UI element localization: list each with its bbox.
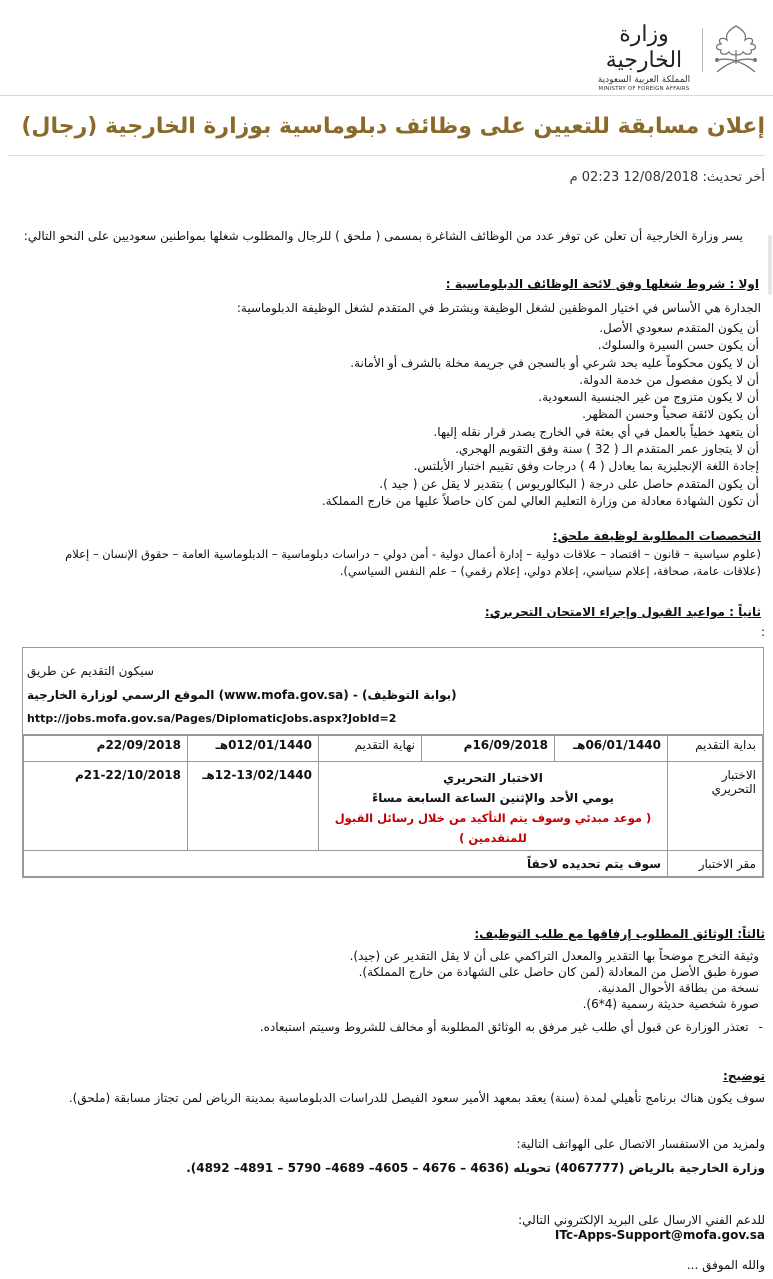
list-item: أن لا يكون محكوماً عليه بحد شرعي أو بالسجن في جريمة مخلة بالشرف أو الأمانة. [350,355,759,370]
requirements-list [322,320,759,510]
ministry-name-ar: وزارة الخارجية [605,22,683,73]
closing-text: والله الموفق ... [686,1258,765,1272]
ministry-name-en: MINISTRY OF FOREIGN AFFAIRS [598,86,690,92]
start-label-cell: بداية التقديم [668,736,763,762]
scroll-indicator[interactable] [768,235,772,295]
kingdom-name-ar: المملكة العربية السعودية [597,75,691,85]
support-email[interactable]: ITc-Apps-Support@mofa.gov.sa [554,1228,765,1242]
table-row [24,762,763,851]
section1-heading: اولا : شروط شغلها وفق لائحة الوظائف الدبلوماسية : [445,277,759,291]
documents-list [350,948,759,1012]
list-item: إجادة اللغة الإنجليزية بما يعادل ( 4 ) درجات وفق تقييم اختبار الأيلتس. [413,459,759,474]
section1-lead: الجدارة هي الأساس في اختيار الموظفين لشغل الوظيفة ويشترط في المتقدم لشغل الوظيفة الدبلوماسية: [236,301,761,315]
last-updated: أخر تحديث: 12/08/2018 02:23 م [569,170,765,185]
list-item: صورة طبق الأصل من المعادلة (لمن كان حاصل على الشهادة من خارج المملكة). [358,965,759,979]
end-hijri-cell: 012/01/1440هـ [188,736,319,762]
page-title: إعلان مسابقة للتعيين على وظائف دبلوماسية بوزارة الخارجية (رجال) [21,114,765,139]
list-item: وثيقة التخرج موضحاً بها التقدير والمعدل التراكمي على أن لا يقل التقدير عن (جيد). [349,949,759,963]
specializations-line1: (علوم سياسية – قانون – اقتصاد – علاقات دولية – إدارة أعمال دولية - أمن دولي – دراسات دبلوماسية – الدبلوماسية العامة – حقوق الإنسان – إعلام [65,547,761,561]
table-row [24,736,763,762]
contact-phones: وزارة الخارجية بالرياض (4067777) تحويله (4636 – 4676 – 4605– 4689– 5790 – 4891– 4892). [186,1161,765,1175]
documents-note-text: تعتذر الوزارة عن قبول أي طلب غير مرفق به الوثائق المطلوبة أو مخالف للشروط وسيتم استبعاده. [259,1020,749,1034]
list-item: أن يتعهد خطياً بالعمل في أي بعثة في الخارج يصدر قرار نقله إليها. [433,424,759,439]
notice-line1: سيكون التقديم عن طريق [27,664,154,678]
clarify-text: سوف يكون هناك برنامج تأهيلي لمدة (سنة) يعقد بمعهد الأمير سعود الفيصل للدراسات الدبلوماسية بمدينة الرياض لمن تجتاز مسابقة (ملحق). [68,1091,765,1105]
written-test-note: ( موعد مبدئي وسوف يتم التأكيد من خلال رسائل القبول للمتقدمين ) [334,811,652,845]
contact-lead: ولمزيد من الاستفسار الاتصال على الهواتف التالية: [516,1137,765,1151]
header-divider [702,28,703,72]
list-item: نسخة من بطاقة الأحوال المدنية. [597,981,759,995]
section2-heading: ثانياً : مواعيد القبول وإجراء الامتحان التحريري: [484,605,761,619]
section2-colon: : [760,625,765,639]
end-greg-cell: 22/09/2018م [24,736,188,762]
application-notice [23,648,763,735]
header-rule [0,95,773,96]
test-venue-label-cell: مقر الاختبار [668,851,763,877]
documents-note [260,1020,763,1034]
specializations-heading: التخصصات المطلوبة لوظيفة ملحق: [552,529,761,543]
list-item: أن تكون الشهادة معادلة من وزارة التعليم العالي لمن كان حاصلاً عليها من خارج المملكة. [321,493,759,508]
list-item: أن لا يتجاوز عمر المتقدم الـ ( 32 ) سنة وفق التقويم الهجري. [455,442,759,457]
table-row [24,851,763,877]
dates-table [23,735,763,877]
end-label-cell: نهاية التقديم [319,736,422,762]
jobs-portal-link[interactable]: http://jobs.mofa.gov.sa/Pages/DiplomaticJobs.aspx?JobId=2 [27,712,397,725]
written-test-days: يومي الأحد والإثنين الساعة السابعة مساءً [372,791,614,805]
list-item: أن يكون المتقدم سعودي الأصل. [599,321,759,335]
bullet-dash: - [758,1020,763,1034]
schedule-table [22,647,764,878]
list-item: أن يكون المتقدم حاصل على درجة ( البكالوريوس ) بتقدير لا يقل عن ( جيد ). [379,476,759,491]
list-item: أن يكون لائقة صحياً وحسن المظهر. [582,407,759,422]
written-test-greg-cell: 21-22/10/2018م [24,762,188,851]
list-item: أن لا يكون متزوج من غير الجنسية السعودية. [538,390,759,405]
section3-heading: ثالثاً: الوثائق المطلوب إرفاقها مع طلب التوظيف: [474,927,765,941]
list-item: صورة شخصية حديثة رسمية (4*6). [582,997,759,1011]
written-test-details-cell [319,762,668,851]
written-test-label-cell: الاختبار التحريري [668,762,763,851]
written-test-hijri-cell: 12-13/02/1440هـ [188,762,319,851]
title-divider [8,155,765,156]
list-item: أن يكون حسن السيرة والسلوك. [597,338,759,353]
specializations-line2: (علاقات عامة، صحافة، إعلام سياسي، إعلام دولي، إعلام رقمي) – علم النفس السياسي). [339,564,761,578]
start-greg-cell: 16/09/2018م [422,736,555,762]
written-test-title: الاختبار التحريري [443,771,543,785]
page-header [0,0,773,96]
start-hijri-cell: 06/01/1440هـ [555,736,668,762]
notice-line2: (بوابة التوظيف) - (www.mofa.gov.sa) الموقع الرسمي لوزارة الخارجية [27,688,457,702]
ministry-logo [589,22,699,92]
intro-text: يسر وزارة الخارجية أن تعلن عن توفر عدد من الوظائف الشاغرة بمسمى ( ملحق ) للرجال والمطلوب شغلها بمواطنين سعوديين على النحو التالي: [23,229,743,243]
test-venue-value-cell: سوف يتم تحديده لاحقاً [24,851,668,877]
clarify-heading: توضيح: [723,1069,765,1083]
list-item: أن لا يكون مفصول من خدمة الدولة. [579,372,759,387]
support-lead: للدعم الفني الارسال على البريد الإلكتروني التالي: [518,1213,765,1227]
saudi-emblem-icon [707,20,765,78]
